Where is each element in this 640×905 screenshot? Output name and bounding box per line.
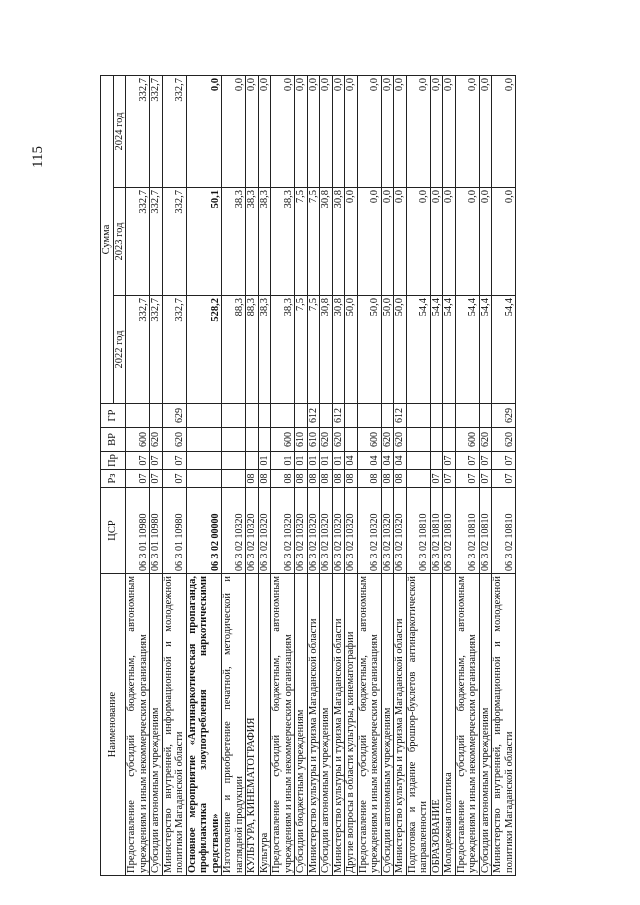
- row-2022: 50,0: [394, 296, 407, 404]
- table-row: [345, 76, 358, 876]
- row-gr: [443, 404, 456, 428]
- row-2024: 332,7: [162, 76, 186, 188]
- table-row: [406, 76, 430, 876]
- row-rz: 07: [430, 470, 443, 488]
- row-gr: [381, 404, 394, 428]
- row-2023: 0,0: [345, 188, 358, 296]
- row-name: Субсидии бюджетным учреждениям: [295, 574, 308, 876]
- row-csr: 06 3 02 10810: [455, 488, 479, 574]
- row-vr: 620: [150, 428, 163, 452]
- row-csr: 06 3 02 10320: [246, 488, 259, 574]
- row-vr: 610: [307, 428, 320, 452]
- row-vr: [406, 428, 430, 452]
- row-pr: 01: [271, 452, 295, 470]
- row-vr: 620: [394, 428, 407, 452]
- row-2022: 54,4: [443, 296, 456, 404]
- row-gr: 629: [492, 404, 516, 428]
- table-row: [455, 76, 479, 876]
- row-2023: 0,0: [406, 188, 430, 296]
- row-2023: 0,0: [381, 188, 394, 296]
- row-pr: 07: [443, 452, 456, 470]
- table-header: [101, 76, 126, 876]
- row-csr: 06 3 01 10980: [150, 488, 163, 574]
- header-gr: ГР: [101, 404, 126, 428]
- row-gr: [126, 404, 150, 428]
- row-gr: [430, 404, 443, 428]
- row-2024: 0,0: [258, 76, 271, 188]
- header-csr: ЦСР: [101, 488, 126, 574]
- table-row: [443, 76, 456, 876]
- row-2024: 0,0: [222, 76, 246, 188]
- header-rz: Рз: [101, 470, 126, 488]
- row-vr: [222, 428, 246, 452]
- row-name: Предоставление субсидий бюджетным, автономным учреждениям и иным некоммерческим организациям: [357, 574, 381, 876]
- row-rz: 08: [246, 470, 259, 488]
- row-pr: 07: [150, 452, 163, 470]
- row-gr: [455, 404, 479, 428]
- row-2023: 0,0: [479, 188, 492, 296]
- row-csr: 06 3 02 10810: [492, 488, 516, 574]
- row-2024: 0,0: [357, 76, 381, 188]
- row-2022: 528,2: [186, 296, 222, 404]
- row-2022: 54,4: [479, 296, 492, 404]
- row-2023: 30,8: [320, 188, 333, 296]
- row-vr: 610: [295, 428, 308, 452]
- row-2022: 88,3: [222, 296, 246, 404]
- row-2024: 0,0: [430, 76, 443, 188]
- row-gr: [246, 404, 259, 428]
- row-rz: 08: [381, 470, 394, 488]
- row-csr: 06 3 02 10320: [381, 488, 394, 574]
- row-rz: 08: [394, 470, 407, 488]
- row-gr: 629: [162, 404, 186, 428]
- row-2024: 0,0: [394, 76, 407, 188]
- row-name: Предоставление субсидий бюджетным, автономным учреждениям и иным некоммерческим организациям: [126, 574, 150, 876]
- row-csr: 06 3 02 10320: [332, 488, 345, 574]
- row-csr: 06 3 02 10320: [345, 488, 358, 574]
- row-name: Субсидии автономным учреждениям: [320, 574, 333, 876]
- row-name: Субсидии автономным учреждениям: [150, 574, 163, 876]
- row-2024: 0,0: [492, 76, 516, 188]
- row-rz: [406, 470, 430, 488]
- row-pr: 01: [332, 452, 345, 470]
- row-vr: 600: [126, 428, 150, 452]
- row-2022: 7,5: [307, 296, 320, 404]
- row-gr: 612: [332, 404, 345, 428]
- row-name: Предоставление субсидий бюджетным, автономным учреждениям и иным некоммерческим организациям: [271, 574, 295, 876]
- row-vr: 620: [479, 428, 492, 452]
- row-rz: [186, 470, 222, 488]
- row-name: Министерство внутренней, информационной и молодежной политики Магаданской области: [492, 574, 516, 876]
- header-2022: 2022 год: [113, 296, 126, 404]
- row-name: Культура: [258, 574, 271, 876]
- table-row: [150, 76, 163, 876]
- row-2022: 50,0: [345, 296, 358, 404]
- row-2022: 54,4: [430, 296, 443, 404]
- row-name: Изготовление и приобретение печатной, методической и наглядной продукции: [222, 574, 246, 876]
- row-2024: 0,0: [186, 76, 222, 188]
- header-name: Наименование: [101, 574, 126, 876]
- row-2022: 332,7: [150, 296, 163, 404]
- row-gr: [186, 404, 222, 428]
- header-vr: ВР: [101, 428, 126, 452]
- row-2022: 332,7: [126, 296, 150, 404]
- row-2024: 332,7: [126, 76, 150, 188]
- table-row: [492, 76, 516, 876]
- table-row: [271, 76, 295, 876]
- table-row: [186, 76, 222, 876]
- row-rz: 07: [443, 470, 456, 488]
- row-name: Другие вопросы в области культуры, кинематографии: [345, 574, 358, 876]
- header-pr: Пр: [101, 452, 126, 470]
- header-sum: Сумма: [101, 76, 114, 404]
- row-vr: 600: [455, 428, 479, 452]
- row-pr: 04: [345, 452, 358, 470]
- row-2024: 0,0: [295, 76, 308, 188]
- row-gr: [406, 404, 430, 428]
- row-csr: 06 3 02 10320: [222, 488, 246, 574]
- row-rz: 08: [295, 470, 308, 488]
- row-rz: 08: [345, 470, 358, 488]
- row-name: Подготовка и издание брошюр-буклетов антинаркотической направленности: [406, 574, 430, 876]
- row-rz: 08: [258, 470, 271, 488]
- row-gr: 612: [394, 404, 407, 428]
- row-gr: [258, 404, 271, 428]
- row-pr: 07: [492, 452, 516, 470]
- row-2023: 332,7: [126, 188, 150, 296]
- row-pr: 01: [295, 452, 308, 470]
- page-number: 115: [30, 146, 46, 168]
- row-vr: 620: [492, 428, 516, 452]
- row-name: ОБРАЗОВАНИЕ: [430, 574, 443, 876]
- row-pr: [186, 452, 222, 470]
- row-rz: 08: [332, 470, 345, 488]
- row-2022: 54,4: [406, 296, 430, 404]
- row-2023: 7,5: [307, 188, 320, 296]
- row-gr: [320, 404, 333, 428]
- row-2022: 54,4: [455, 296, 479, 404]
- row-csr: 06 3 02 10320: [258, 488, 271, 574]
- row-2022: 38,3: [271, 296, 295, 404]
- row-csr: 06 3 01 10980: [126, 488, 150, 574]
- row-2023: 0,0: [492, 188, 516, 296]
- row-2024: 0,0: [345, 76, 358, 188]
- table-row: [307, 76, 320, 876]
- row-pr: 04: [357, 452, 381, 470]
- row-csr: 06 3 02 10810: [406, 488, 430, 574]
- row-name: Молодежная политика: [443, 574, 456, 876]
- row-name: Министерство культуры и туризма Магаданской области: [394, 574, 407, 876]
- row-name: Министерство культуры и туризма Магаданской области: [332, 574, 345, 876]
- row-vr: [345, 428, 358, 452]
- row-rz: 07: [162, 470, 186, 488]
- row-vr: 620: [162, 428, 186, 452]
- row-2023: 0,0: [455, 188, 479, 296]
- row-2023: 0,0: [443, 188, 456, 296]
- row-rz: 07: [126, 470, 150, 488]
- row-2022: 88,3: [246, 296, 259, 404]
- row-csr: 06 3 02 10320: [320, 488, 333, 574]
- row-rz: 08: [307, 470, 320, 488]
- table-row: [332, 76, 345, 876]
- row-2024: 0,0: [307, 76, 320, 188]
- row-name: Субсидии автономным учреждениям: [479, 574, 492, 876]
- row-2023: 30,8: [332, 188, 345, 296]
- row-csr: 06 3 02 10320: [394, 488, 407, 574]
- row-vr: 620: [381, 428, 394, 452]
- row-2023: 0,0: [357, 188, 381, 296]
- row-csr: 06 3 02 10810: [430, 488, 443, 574]
- row-2024: 0,0: [332, 76, 345, 188]
- row-2022: 30,8: [332, 296, 345, 404]
- row-pr: [430, 452, 443, 470]
- table-row: [295, 76, 308, 876]
- row-name: Министерство внутренней, информационной и молодежной политики Магаданской области: [162, 574, 186, 876]
- rotated-page: [100, 76, 620, 876]
- row-rz: 08: [271, 470, 295, 488]
- row-2024: 0,0: [479, 76, 492, 188]
- row-2024: 0,0: [271, 76, 295, 188]
- budget-table: [100, 75, 516, 876]
- row-vr: [443, 428, 456, 452]
- row-pr: 04: [381, 452, 394, 470]
- table-body: [126, 76, 516, 876]
- row-csr: 06 3 02 10320: [271, 488, 295, 574]
- row-2022: 38,3: [258, 296, 271, 404]
- row-2024: 0,0: [455, 76, 479, 188]
- row-2022: 30,8: [320, 296, 333, 404]
- row-name: КУЛЬТУРА, КИНЕМАТОГРАФИЯ: [246, 574, 259, 876]
- row-2022: 50,0: [381, 296, 394, 404]
- row-csr: 06 3 01 10980: [162, 488, 186, 574]
- row-name: Министерство культуры и туризма Магаданской области: [307, 574, 320, 876]
- row-pr: 01: [307, 452, 320, 470]
- row-pr: 07: [455, 452, 479, 470]
- row-2024: 0,0: [320, 76, 333, 188]
- table-row: [126, 76, 150, 876]
- row-pr: 04: [394, 452, 407, 470]
- row-2023: 332,7: [162, 188, 186, 296]
- table-row: [320, 76, 333, 876]
- header-2024: 2024 год: [113, 76, 126, 188]
- table-row: [222, 76, 246, 876]
- row-2023: 38,3: [222, 188, 246, 296]
- row-vr: 620: [332, 428, 345, 452]
- row-gr: [479, 404, 492, 428]
- row-2023: 7,5: [295, 188, 308, 296]
- row-2023: 332,7: [150, 188, 163, 296]
- row-2022: 7,5: [295, 296, 308, 404]
- row-2022: 50,0: [357, 296, 381, 404]
- row-pr: [246, 452, 259, 470]
- row-2023: 38,3: [246, 188, 259, 296]
- row-pr: 01: [258, 452, 271, 470]
- row-csr: 06 3 02 10320: [357, 488, 381, 574]
- row-2023: 0,0: [394, 188, 407, 296]
- row-csr: 06 3 02 10810: [479, 488, 492, 574]
- row-2023: 50,1: [186, 188, 222, 296]
- row-vr: 600: [271, 428, 295, 452]
- row-name: Предоставление субсидий бюджетным, автономным учреждениям и иным некоммерческим организациям: [455, 574, 479, 876]
- row-gr: [150, 404, 163, 428]
- table-row: [479, 76, 492, 876]
- row-rz: 07: [492, 470, 516, 488]
- row-vr: [430, 428, 443, 452]
- table-row: [258, 76, 271, 876]
- row-pr: 07: [126, 452, 150, 470]
- row-gr: [222, 404, 246, 428]
- table-row: [357, 76, 381, 876]
- row-pr: 07: [479, 452, 492, 470]
- row-gr: [295, 404, 308, 428]
- row-rz: 08: [320, 470, 333, 488]
- row-csr: 06 3 02 10320: [307, 488, 320, 574]
- row-vr: [186, 428, 222, 452]
- row-vr: [258, 428, 271, 452]
- row-gr: [345, 404, 358, 428]
- row-name: Основное мероприятие «Антинаркотическая пропаганда, профилактика злоупотребления наркотическими средствами»: [186, 574, 222, 876]
- row-2023: 38,3: [258, 188, 271, 296]
- row-2023: 38,3: [271, 188, 295, 296]
- row-2024: 0,0: [406, 76, 430, 188]
- row-gr: 612: [307, 404, 320, 428]
- row-2024: 0,0: [246, 76, 259, 188]
- row-vr: 600: [357, 428, 381, 452]
- row-2024: 0,0: [381, 76, 394, 188]
- row-csr: 06 3 02 10320: [295, 488, 308, 574]
- row-csr: 06 3 02 00000: [186, 488, 222, 574]
- table-row: [394, 76, 407, 876]
- header-2023: 2023 год: [113, 188, 126, 296]
- table-row: [381, 76, 394, 876]
- row-vr: [246, 428, 259, 452]
- row-gr: [271, 404, 295, 428]
- row-2024: 0,0: [443, 76, 456, 188]
- table-row: [430, 76, 443, 876]
- row-gr: [357, 404, 381, 428]
- row-csr: 06 3 02 10810: [443, 488, 456, 574]
- row-rz: 07: [455, 470, 479, 488]
- row-rz: 08: [357, 470, 381, 488]
- row-vr: 620: [320, 428, 333, 452]
- row-pr: [222, 452, 246, 470]
- row-rz: 07: [479, 470, 492, 488]
- row-rz: [222, 470, 246, 488]
- table-row: [246, 76, 259, 876]
- row-2023: 0,0: [430, 188, 443, 296]
- table-row: [162, 76, 186, 876]
- row-pr: [406, 452, 430, 470]
- row-name: Субсидии автономным учреждениям: [381, 574, 394, 876]
- row-2024: 332,7: [150, 76, 163, 188]
- row-pr: 01: [320, 452, 333, 470]
- row-2022: 332,7: [162, 296, 186, 404]
- row-rz: 07: [150, 470, 163, 488]
- row-2022: 54,4: [492, 296, 516, 404]
- row-pr: 07: [162, 452, 186, 470]
